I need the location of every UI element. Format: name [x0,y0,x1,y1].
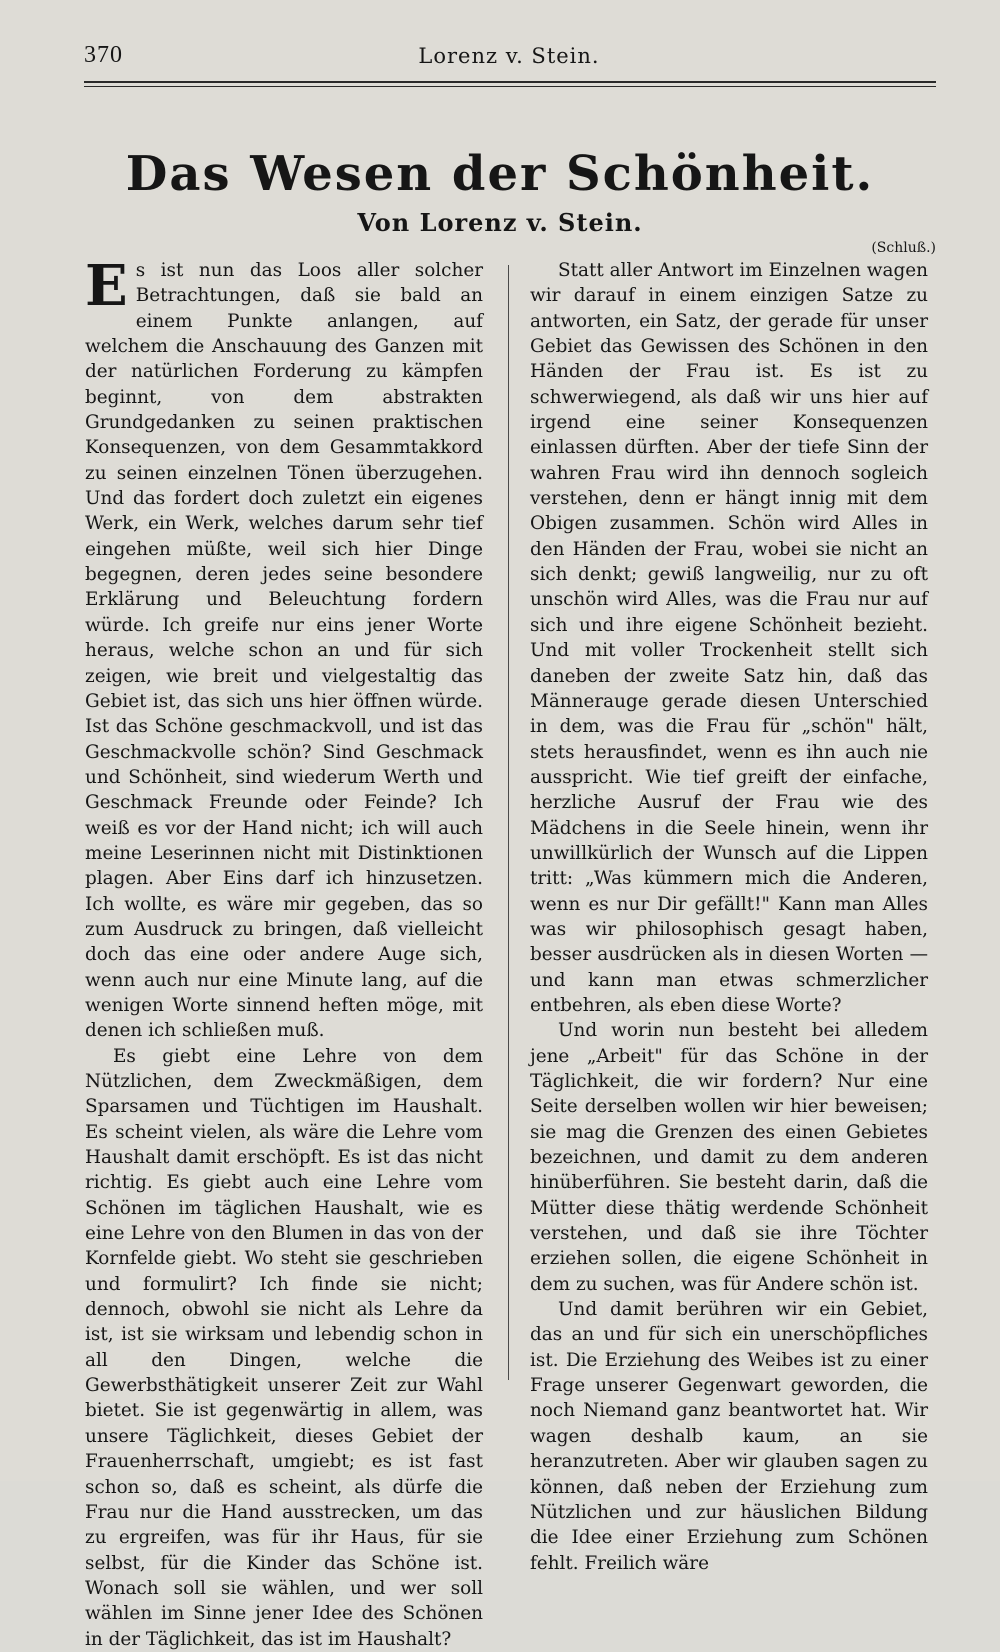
running-head-author: Lorenz v. Stein. [418,44,600,68]
paragraph: Und worin nun besteht bei alledem jene „Arbeit" für das Schöne in der Täglichkeit, die wir fordern? Nur eine Seite derselben wollen wir hier beweisen; sie mag die Grenzen des einen Gebietes bezeichnen, und damit zu dem anderen hinüberführen. Sie besteht darin, daß die Mütter diese thätig werdende Schönheit verstehen, und daß sie ihre Töchter erziehen sollen, die eigene Schönheit in dem zu suchen, was für Andere schön ist. [530,1020,928,1295]
header-rule [84,81,936,83]
article-title: Das Wesen der Schönheit. [125,146,875,202]
continuation-note: (Schluß.) [871,240,936,256]
column-divider [508,265,509,1380]
paragraph: Statt aller Antwort im Einzelnen wagen wir darauf in einem einzigen Satze zu antworten, ein Satz, der gerade für unser Gebiet das Gewissen des Schönen in den Händen der Frau ist. Es ist zu schwerwiegend, als daß wir uns hier auf irgend eine seiner Konsequenzen einlassen dürften. Aber der tiefe Sinn der wahren Frau wird ihn dennoch sogleich verstehen, denn er hängt innig mit dem Obigen zusammen. Schön wird Alles in den Händen der Frau, wobei sie nicht an sich denkt; gewiß langweilig, nur zu oft unschön wird Alles, was die Frau nur auf sich und ihre eigene Schönheit bezieht. Und mit voller Trockenheit stellt sich daneben der zweite Satz hin, daß das Männerauge gerade diesen Unterschied in dem, was die Frau für „schön" hält, stets herausfindet, wenn es ihn auch nie ausspricht. Wie tief greift der einfache, herzliche Ausruf der Frau wie des Mädchens in die Seele hinein, wenn ihr unwillkürlich der Wunsch auf die Lippen tritt: „Was kümmern mich die Anderen, wenn es nur Dir gefällt!" Kann man Alles was wir philosophisch gesagt haben, besser ausdrücken als in diesen Worten — und kann man etwas schmerzlicher entbehren, als eben diese Worte? [530,260,928,1016]
page-number: 370 [84,42,123,68]
paragraph: Es giebt eine Lehre von dem Nützlichen, dem Zweckmäßigen, dem Sparsamen und Tüchtigen im Haushalt. Es scheint vielen, als wäre die Lehre vom Haushalt damit erschöpft. Es ist das nicht richtig. Es giebt auch eine Lehre vom Schönen im täglichen Haushalt, wie es eine Lehre von den Blumen in das von der Kornfelde giebt. Wo steht sie geschrieben und formulirt? Ich finde sie nicht; dennoch, obwohl sie nicht als Lehre da ist, ist sie wirksam und lebendig schon in all den Dingen, welche die Gewerbsthätigkeit unserer Zeit zur Wahl bietet. Sie ist gegenwärtig in allem, was unsere Täglichkeit, dieses Gebiet der Frauenherrschaft, umgiebt; es ist fast schon so, daß es scheint, als dürfe die Frau nur die Hand ausstrecken, um das zu ergreifen, was für ihr Haus, für sie selbst, für die Kinder das Schöne ist. Wonach soll sie wählen, und wer soll wählen im Sinne jener Idee des Schönen in der Täglichkeit, das ist im Haushalt? [85,1045,483,1650]
drop-cap: E [85,253,128,319]
left-column [85,253,483,1652]
header-rule-thin [84,86,936,87]
article-byline: Von Lorenz v. Stein. [357,208,643,237]
paragraph-text: s ist nun das Loos aller solcher Betrachtungen, daß sie bald an einem Punkte anlangen, auf welchem die Anschauung des Ganzen mit der natürlichen Forderung zu kämpfen beginnt, von dem abstrakten Grundgedanken zu seinen praktischen Konsequenzen, von dem Gesammtakkord zu seinen einzelnen Tönen überzugehen. Und das fordert doch zuletzt ein eigenes Werk, ein Werk, welches darum sehr tief eingehen müßte, weil sich hier Dinge begegnen, deren jedes seine besondere Erklärung und Beleuchtung fordern würde. Ich greife nur eins jener Worte heraus, welche schon an und für sich zeigen, wie breit und vielgestaltig das Gebiet ist, das sich uns hier öffnen würde. Ist das Schöne geschmackvoll, und ist das Geschmackvolle schön? Sind Geschmack und Schönheit, sind wiederum Werth und Geschmack Freunde oder Feinde? Ich weiß es vor der Hand nicht; ich will auch meine Leserinnen nicht mit Distinktionen plagen. Aber Eins darf ich hinzusetzen. Ich wollte, es wäre mir gegeben, das so zum Ausdruck zu bringen, daß vielleicht doch das eine oder andere Auge sich, wenn auch nur eine Minute lang, auf die wenigen Worte sinnend heften möge, mit denen ich schließen muß. [85,260,483,1042]
running-header [84,38,934,78]
right-column [530,258,928,1576]
paragraph [85,253,483,1044]
paragraph: Und damit berühren wir ein Gebiet, das an und für sich ein unerschöpfliches ist. Die Erziehung des Weibes ist zu einer Frage unserer Gegenwart geworden, die noch Niemand ganz beantwortet hat. Wir wagen deshalb kaum, an sie heranzutreten. Aber wir glauben sagen zu können, daß neben der Erziehung zum Nützlichen und zur häuslichen Bildung die Idee einer Erziehung zum Schönen fehlt. Freilich wäre [530,1299,928,1574]
